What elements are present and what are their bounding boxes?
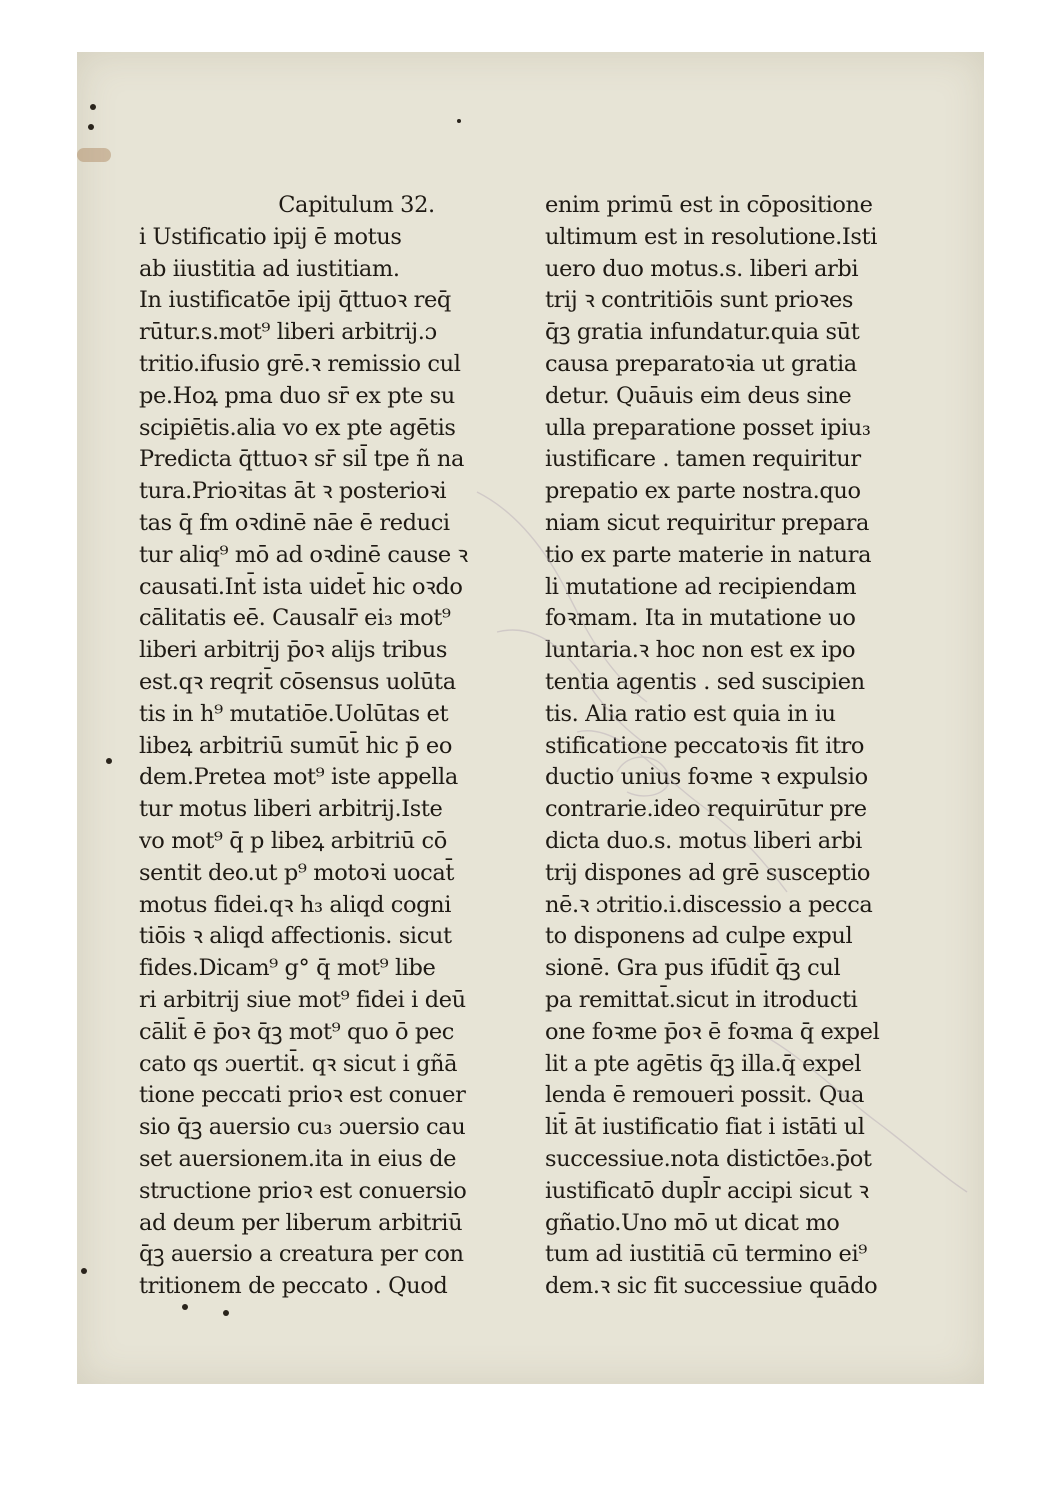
text-line: foꝛmam. Ita in mutatione uo xyxy=(545,605,856,632)
text-line: luntaria.ꝛ hoc non est ex ipo xyxy=(545,637,856,664)
margin-dot xyxy=(223,1310,229,1316)
text-line: dicta duo.s. motus liberi arbi xyxy=(545,827,862,854)
text-line: tritio.ifusio grē.ꝛ remissio cul xyxy=(139,350,461,377)
text-line: sentit deo.ut p⁹ motoꝛi uocat̄ xyxy=(139,859,455,886)
text-line: niam sicut requiritur prepara xyxy=(545,509,870,536)
text-line: tur motus liberi arbitrij.Iste xyxy=(139,796,443,823)
margin-dot xyxy=(90,104,96,110)
text-line: tione peccati prioꝛ est conuer xyxy=(139,1082,466,1109)
text-line: ulla preparatione posset ipiu₃ xyxy=(545,414,871,441)
text-line: q̄ꝫ gratia infundatur.quia sūt xyxy=(545,319,860,346)
text-line: dem.ꝛ sic fit successiue quādo xyxy=(545,1273,878,1300)
text-line: dem.Pretea mot⁹ iste appella xyxy=(139,764,458,791)
text-line: prepatio ex parte nostra.quo xyxy=(545,478,861,505)
text-line: li mutatione ad recipiendam xyxy=(545,573,857,600)
text-line: set auersionem.ita in eius de xyxy=(139,1145,457,1172)
text-line: lit̄ āt iustificatio fiat i istāti ul xyxy=(545,1114,865,1141)
left-text-column xyxy=(139,190,484,1303)
text-line: cato qs ɔuertit̄. qꝛ sicut i gñā xyxy=(139,1050,458,1077)
text-line: cālitatis eē. Causalr̄ ei₃ mot⁹ xyxy=(139,605,451,632)
text-line: tiōis ꝛ aliqd affectionis. sicut xyxy=(139,923,452,950)
text-line: trij ꝛ contritiōis sunt prioꝛes xyxy=(545,287,854,314)
text-line: sionē. Gra pus ifūdit̄ q̄ꝫ cul xyxy=(545,955,841,982)
text-line: tur aliq⁹ mō ad oꝛdinē cause ꝛ xyxy=(139,541,468,568)
manuscript-page xyxy=(77,52,984,1384)
text-line: successiue.nota distictōe₃.p̄ot xyxy=(545,1145,872,1172)
text-line: to disponens ad culpe expul xyxy=(545,923,853,950)
text-line: Predicta q̄ttuoꝛ sr̄ sil̄ tpe ñ na xyxy=(139,446,464,473)
margin-dot xyxy=(457,119,461,123)
text-line: i Ustificatio ipij ē motus xyxy=(139,223,402,250)
text-line: trij dispones ad grē susceptio xyxy=(545,859,871,886)
text-line: liberi arbitrij p̄oꝛ alijs tribus xyxy=(139,637,447,664)
chapter-heading: Capitulum 32. xyxy=(278,192,435,218)
text-line: tio ex parte materie in natura xyxy=(545,541,872,568)
text-line: sio q̄ꝫ auersio cu₃ ɔuersio cau xyxy=(139,1114,466,1141)
text-line: libeꝝ arbitriū sumūt̄ hic p̄ eo xyxy=(139,732,452,759)
text-line: causa preparatoꝛia ut gratia xyxy=(545,350,857,377)
text-line: stificatione peccatoꝛis fit itro xyxy=(545,732,865,759)
text-line: tis. Alia ratio est quia in iu xyxy=(545,700,836,727)
text-line: ad deum per liberum arbitriū xyxy=(139,1209,463,1236)
text-line: In iustificatōe ipij q̄ttuoꝛ req̄ xyxy=(139,287,451,314)
text-line: gñatio.Uno mō ut dicat mo xyxy=(545,1209,840,1236)
margin-dot xyxy=(81,1268,87,1274)
text-line: tas q̄ fm oꝛdinē nāe ē reduci xyxy=(139,509,450,536)
text-line: q̄ꝫ auersio a creatura per con xyxy=(139,1241,464,1268)
text-line: ri arbitrij siue mot⁹ fidei i deū xyxy=(139,986,466,1013)
text-line: uero duo motus.s. liberi arbi xyxy=(545,255,859,282)
text-line: est.qꝛ reqrit̄ cōsensus uolūta xyxy=(139,668,456,695)
margin-dot xyxy=(106,758,112,764)
text-line: tritionem de peccato . Quod xyxy=(139,1273,448,1300)
right-text-column xyxy=(545,190,890,1303)
text-line: iustificatō dupl̄r accipi sicut ꝛ xyxy=(545,1177,869,1204)
text-line: ultimum est in resolutione.Isti xyxy=(545,223,877,250)
text-line: ab iiustitia ad iustitiam. xyxy=(139,255,400,282)
margin-dot xyxy=(182,1304,188,1310)
text-line: rūtur.s.mot⁹ liberi arbitrij.ɔ xyxy=(139,319,437,346)
text-line: structione prioꝛ est conuersio xyxy=(139,1177,467,1204)
page-smudge xyxy=(77,148,111,162)
margin-dot xyxy=(88,124,94,130)
text-line: pe.Hoꝝ pma duo sr̄ ex pte su xyxy=(139,382,455,409)
text-line: cālit̄ ē p̄oꝛ q̄ꝫ mot⁹ quo ō pec xyxy=(139,1018,454,1045)
text-line: nē.ꝛ ɔtritio.i.discessio a pecca xyxy=(545,891,873,918)
text-line: scipiētis.alia vo ex pte agētis xyxy=(139,414,456,441)
text-line: detur. Quāuis eim deus sine xyxy=(545,382,852,409)
text-line: one foꝛme p̄oꝛ ē foꝛma q̄ expel xyxy=(545,1018,880,1045)
text-line: iustificare . tamen requiritur xyxy=(545,446,861,473)
text-line: tentia agentis . sed suscipien xyxy=(545,668,865,695)
text-line: causati.Int̄ ista uidet̄ hic oꝛdo xyxy=(139,573,463,600)
text-line: lenda ē remoueri possit. Qua xyxy=(545,1082,865,1109)
text-line: vo mot⁹ q̄ p libeꝝ arbitriū cō xyxy=(139,827,447,854)
text-line: tura.Prioꝛitas āt ꝛ posterioꝛi xyxy=(139,478,447,505)
text-line: lit a pte agētis q̄ꝫ illa.q̄ expel xyxy=(545,1050,862,1077)
text-line: ductio unius foꝛme ꝛ expulsio xyxy=(545,764,868,791)
text-line: fides.Dicam⁹ g° q̄ mot⁹ libe xyxy=(139,955,436,982)
text-line: motus fidei.qꝛ h₃ aliqd cogni xyxy=(139,891,451,918)
text-line: tis in h⁹ mutatiōe.Uolūtas et xyxy=(139,700,449,727)
text-line: enim primū est in cōpositione xyxy=(545,192,873,218)
text-line: contrarie.ideo requirūtur pre xyxy=(545,796,867,823)
text-line: pa remittat̄.sicut in itroducti xyxy=(545,986,858,1013)
text-line: tum ad iustitiā cū termino ei⁹ xyxy=(545,1241,867,1268)
